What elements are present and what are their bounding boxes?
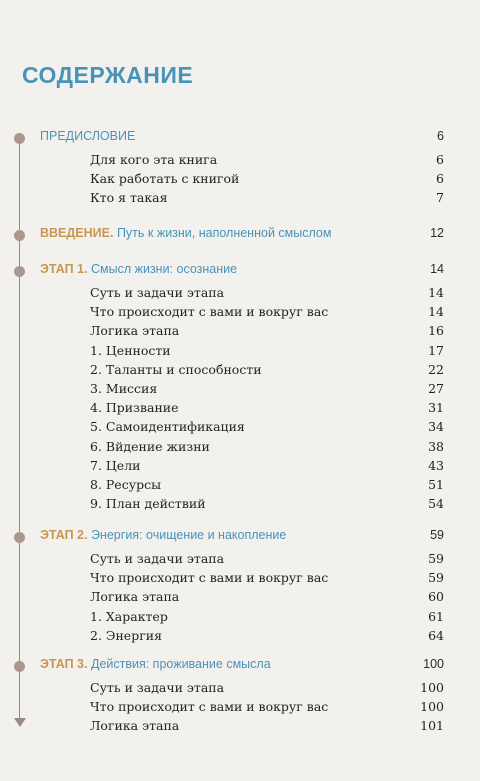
toc-entry-page: 101 [420, 718, 444, 734]
toc-section-title [40, 226, 331, 240]
toc-entry-row[interactable] [0, 699, 480, 719]
toc-entry-label: Как работать с книгой [90, 171, 240, 187]
toc-entry-label: Что происходит с вами и вокруг вас [90, 699, 329, 715]
toc-section-title [40, 657, 271, 671]
toc-entry-page: 61 [428, 608, 444, 624]
toc-entry-row[interactable] [0, 152, 480, 172]
toc-section-page: 59 [430, 528, 444, 542]
toc-section-name: Энергия: очищение и накопление [87, 528, 287, 542]
toc-entry-label: 4. Призвание [90, 400, 179, 416]
toc-section-title [40, 262, 237, 276]
toc-entry-page: 60 [428, 589, 444, 605]
toc-entry-row[interactable] [0, 439, 480, 459]
toc-section-row[interactable] [0, 657, 480, 677]
page-title: СОДЕРЖАНИЕ [22, 62, 194, 88]
toc-entry-label: Что происходит с вами и вокруг вас [90, 304, 329, 320]
toc-section-prefix: ВВЕДЕНИЕ. [40, 226, 114, 240]
toc-entry-row[interactable] [0, 551, 480, 571]
toc-entry-label: Логика этапа [90, 718, 180, 734]
toc-entry-row[interactable] [0, 609, 480, 629]
toc-entry-row[interactable] [0, 570, 480, 590]
toc-entry-label: Суть и задачи этапа [90, 285, 225, 300]
toc-entry-row[interactable] [0, 477, 480, 497]
toc-entry-label: Для кого эта книга [90, 152, 218, 167]
toc-entry-label: 1. Характер [90, 608, 168, 624]
toc-entry-page: 34 [428, 419, 444, 435]
toc-entry-row[interactable] [0, 190, 480, 210]
toc-entry-page: 16 [428, 323, 444, 339]
toc-entry-label: 2. Энергия [90, 627, 162, 643]
toc-section-name: Смысл жизни: осознание [87, 262, 238, 276]
toc-entry-page: 100 [420, 680, 444, 695]
toc-entry-page: 38 [428, 438, 444, 454]
toc-entry-label: Кто я такая [90, 190, 168, 206]
toc-entry-label: Что происходит с вами и вокруг вас [90, 570, 329, 586]
toc-entry-label: 9. План действий [90, 496, 206, 512]
toc-entry-page: 6 [436, 152, 444, 167]
toc-entry-row[interactable] [0, 718, 480, 738]
toc-section-title [40, 129, 135, 143]
toc-entry-row[interactable] [0, 343, 480, 363]
toc-entry-page: 43 [428, 457, 444, 473]
toc-entry-row[interactable] [0, 362, 480, 382]
toc-entry-page: 54 [428, 496, 444, 512]
toc-entry-row[interactable] [0, 628, 480, 648]
toc-section-row[interactable] [0, 262, 480, 282]
toc-entry-row[interactable] [0, 458, 480, 478]
toc-section-name: Путь к жизни, наполненной смыслом [113, 226, 332, 240]
toc-section-page: 12 [430, 226, 444, 240]
toc-entry-page: 59 [428, 570, 444, 586]
toc-entry-page: 100 [420, 699, 444, 715]
toc-entry-page: 7 [436, 190, 444, 206]
toc-entry-page: 64 [428, 627, 444, 643]
toc-entry-label: 6. Вйдение жизни [90, 438, 210, 454]
toc-section-row[interactable] [0, 528, 480, 548]
toc-entry-row[interactable] [0, 323, 480, 343]
toc-entry-row[interactable] [0, 496, 480, 516]
toc-entry-label: 1. Ценности [90, 342, 171, 358]
toc-entry-row[interactable] [0, 171, 480, 191]
toc-entry-label: 8. Ресурсы [90, 477, 162, 492]
toc-section-row[interactable] [0, 226, 480, 246]
toc-entry-row[interactable] [0, 381, 480, 401]
toc-entry-page: 14 [428, 285, 444, 300]
toc-entry-row[interactable] [0, 304, 480, 324]
toc-section-prefix: ЭТАП 2. [40, 528, 88, 542]
toc-section-title [40, 528, 286, 542]
toc-entry-label: Суть и задачи этапа [90, 680, 225, 695]
toc-entry-page: 59 [428, 551, 444, 566]
toc-entry-row[interactable] [0, 589, 480, 609]
toc-entry-page: 51 [428, 477, 444, 492]
toc-entry-row[interactable] [0, 285, 480, 305]
toc-section-name: Действия: проживание смысла [87, 657, 271, 671]
toc-entry-page: 6 [436, 171, 444, 187]
toc-section-prefix: ЭТАП 1. [40, 262, 88, 276]
toc-section-page: 14 [430, 262, 444, 276]
toc-entry-label: 7. Цели [90, 457, 141, 473]
toc-entry-row[interactable] [0, 400, 480, 420]
toc-entry-page: 22 [428, 361, 444, 377]
toc-entry-page: 27 [428, 381, 444, 396]
toc-entry-label: 2. Таланты и способности [90, 361, 262, 377]
toc-entry-label: 5. Самоидентификация [90, 419, 245, 435]
toc-section-name: ПРЕДИСЛОВИЕ [40, 129, 136, 143]
toc-entry-page: 31 [428, 400, 444, 416]
toc-entry-page: 17 [428, 342, 444, 358]
toc-entry-label: Логика этапа [90, 323, 180, 339]
toc-entry-page: 14 [428, 304, 444, 320]
toc-section-page: 100 [423, 657, 444, 671]
toc-entry-row[interactable] [0, 419, 480, 439]
toc-section-page: 6 [437, 129, 444, 143]
toc-entry-label: Суть и задачи этапа [90, 551, 225, 566]
toc-entry-label: Логика этапа [90, 589, 180, 605]
toc-entry-label: 3. Миссия [90, 381, 158, 396]
toc-entry-row[interactable] [0, 680, 480, 700]
toc-section-row[interactable] [0, 129, 480, 149]
toc-section-prefix: ЭТАП 3. [40, 657, 88, 671]
